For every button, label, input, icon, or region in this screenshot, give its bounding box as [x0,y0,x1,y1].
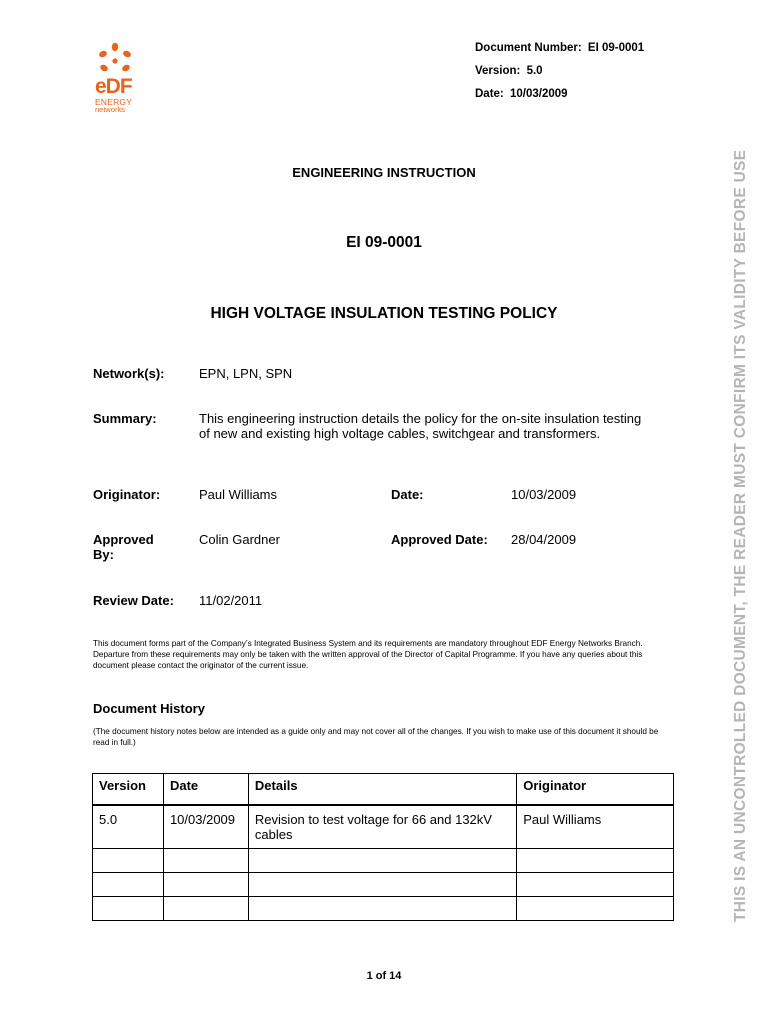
summary-value: This engineering instruction details the policy for the on-site insulation testing of new and existing high voltage cables, switchgear and transformers. [199,411,642,441]
approved-date-value: 28/04/2009 [511,532,577,547]
cell-originator: Paul Williams [517,805,674,849]
summary-label: Summary: [93,411,157,426]
logo-subtitle-energy: ENERGY [95,97,133,107]
date-line [475,88,568,100]
date-field-value: 10/03/2009 [511,487,577,502]
review-date-value: 11/02/2011 [199,593,263,608]
approved-by-label-line1: Approved [93,532,154,547]
column-header-originator: Originator [517,774,674,806]
table-row [93,805,674,849]
doc-number-value: EI 09-0001 [587,42,645,54]
date-value: 10/03/2009 [509,88,568,100]
cell-details: Revision to test voltage for 66 and 132kV cables [248,805,516,849]
originator-label: Originator: [93,487,161,502]
approved-date-label: Approved Date: [391,532,488,547]
column-header-details: Details [248,774,516,806]
approved-by-value: Colin Gardner [199,532,280,547]
date-label: Date: [475,88,504,100]
document-title: HIGH VOLTAGE INSULATION TESTING POLICY [210,305,558,322]
document-history-note: (The document history notes below are intended as a guide only and may not cover all of the changes. If you wish to make use of this document it should be read in full.) [93,727,659,747]
document-category: ENGINEERING INSTRUCTION [292,165,476,180]
doc-number-line [475,42,644,54]
document-code: EI 09-0001 [346,234,422,251]
document-history-heading: Document History [93,701,205,716]
table-row-empty [93,873,674,897]
approved-by-label-line2: By: [93,547,114,562]
column-header-date: Date [163,774,248,806]
version-label: Version: [475,65,521,77]
originator-value: Paul Williams [199,487,278,502]
page-number: 1 of 14 [366,970,402,982]
logo-wordmark: eDF [95,75,132,98]
cell-date: 10/03/2009 [163,805,248,849]
networks-label: Network(s): [93,366,165,381]
version-value: 5.0 [526,65,543,77]
version-line [475,65,543,77]
approved-by-label [93,532,154,562]
mandatory-notice: This document forms part of the Company’s Integrated Business System and its requirements are mandatory throughout EDF Energy Networks Branch. Departure from these requirements may only be taken with the written approval of the Director of Capital Programme. If you have any queries about this document please contact the originator of the current issue. [93,639,643,670]
document-history-table [92,773,674,921]
edf-flower-icon [93,42,137,76]
networks-value: EPN, LPN, SPN [199,366,293,381]
column-header-version: Version [93,774,164,806]
table-row-empty [93,897,674,921]
logo-subtitle-networks: networks [95,105,126,114]
table-row-empty [93,849,674,873]
doc-number-label: Document Number: [475,42,582,54]
cell-version: 5.0 [93,805,164,849]
uncontrolled-document-notice: THIS IS AN UNCONTROLLED DOCUMENT, THE READER MUST CONFIRM ITS VALIDITY BEFORE USE [732,149,749,922]
table-header-row [93,774,674,806]
review-date-label: Review Date: [93,593,174,608]
date-field-label: Date: [391,487,424,502]
edf-logo [93,42,141,116]
